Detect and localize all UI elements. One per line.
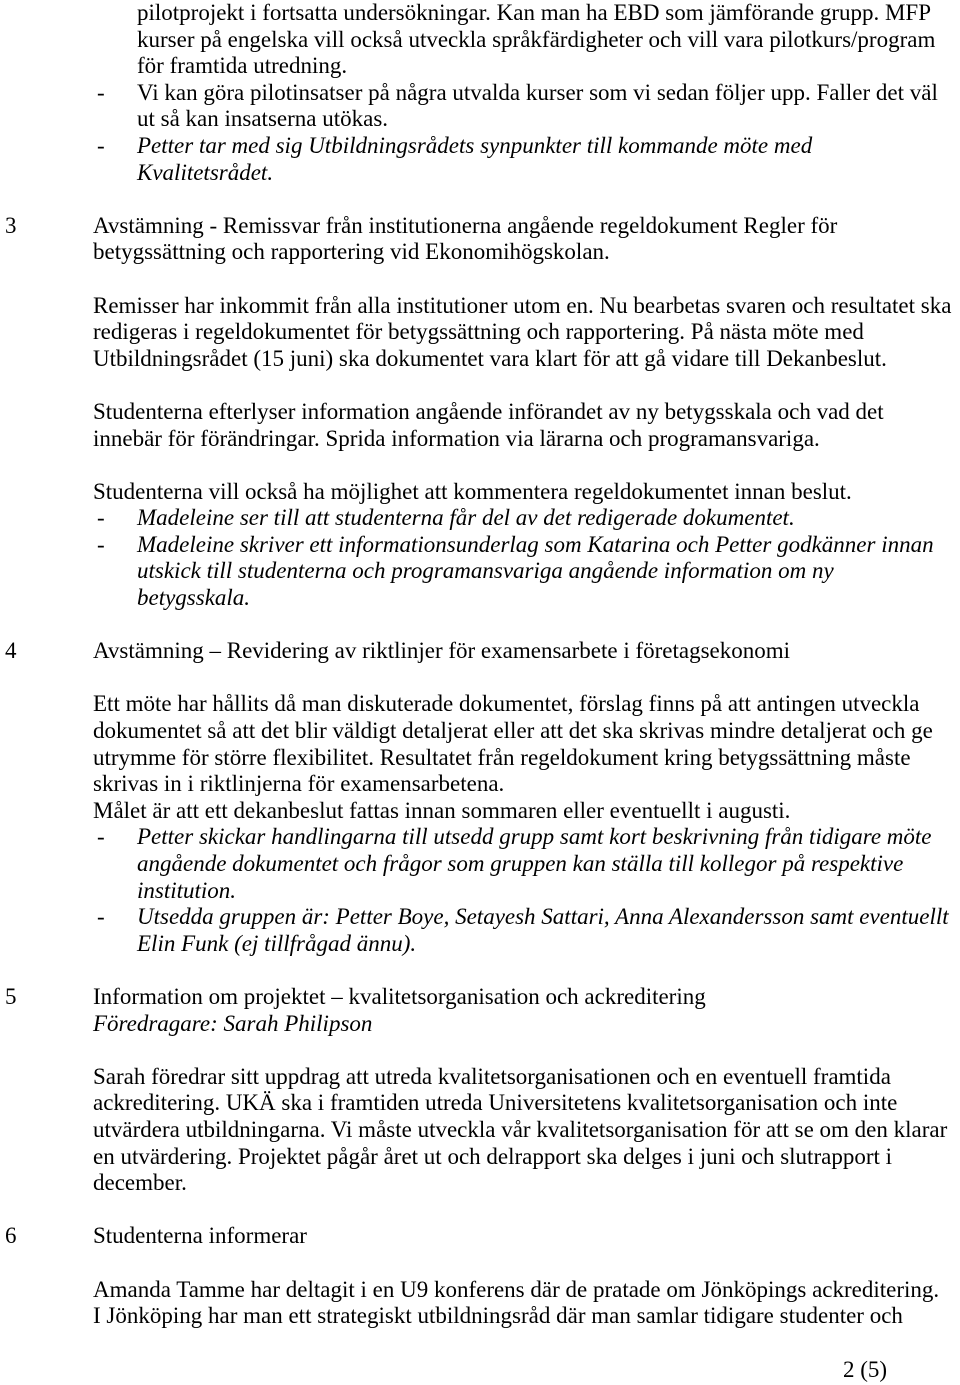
text-line: Utbildningsrådet (15 juni) ska dokumentet vara klart för att gå vidare till Dekanbeslut. <box>93 345 887 371</box>
list-item <box>0 532 960 612</box>
heading-line: Studenterna informerar <box>93 1223 307 1249</box>
section-heading <box>0 213 960 266</box>
list-dash: - <box>97 824 105 850</box>
section-number: 4 <box>5 638 17 664</box>
list-dash: - <box>97 505 105 531</box>
text-line: kurser på engelska vill också utveckla språkfärdigheter och vill vara pilotkurs/program <box>137 26 936 52</box>
list-item <box>0 824 960 904</box>
presenter-line: Föredragare: Sarah Philipson <box>93 1010 373 1036</box>
text-line: Kvalitetsrådet. <box>137 159 274 185</box>
text-line: Sarah föredrar sitt uppdrag att utreda kvalitetsorganisationen och en eventuell framtida <box>93 1063 891 1089</box>
page-number: 2 (5) <box>843 1357 888 1382</box>
text-line: utvärdera utbildningarna. Vi måste utveckla vår kvalitetsorganisation för att se om den klarar <box>93 1116 948 1142</box>
text-line: Utsedda gruppen är: Petter Boye, Setayesh Sattari, Anna Alexandersson samt eventuellt <box>137 904 949 930</box>
text-line: pilotprojekt i fortsatta undersökningar. Kan man ha EBD som jämförande grupp. MFP <box>137 0 932 25</box>
section-number: 5 <box>5 983 17 1009</box>
continued-paragraph <box>0 0 960 80</box>
text-line: en utvärdering. Projektet pågår året ut och delrapport ska delges i juni och slutrapport i <box>93 1143 893 1169</box>
paragraph <box>0 293 960 373</box>
list-item <box>0 133 960 186</box>
heading-line: Avstämning - Remissvar från institutionerna angående regeldokument Regler för <box>93 212 838 238</box>
list-dash: - <box>97 531 105 557</box>
heading-line: betygssättning och rapportering vid Ekonomihögskolan. <box>93 239 610 265</box>
list-item <box>0 904 960 957</box>
section-heading <box>0 984 960 1011</box>
text-line: Petter tar med sig Utbildningsrådets synpunkter till kommande möte med <box>137 132 813 158</box>
heading-line: Avstämning – Revidering av riktlinjer för examensarbete i företagsekonomi <box>93 638 791 664</box>
text-line: redigeras i regeldokumentet för betygssättning och rapportering. På nästa möte med <box>93 319 864 345</box>
text-line: skrivas in i riktlinjerna för examensarbetena. <box>93 771 505 797</box>
text-line: Studenterna vill också ha möjlighet att kommentera regeldokumentet innan beslut. <box>93 478 852 504</box>
text-line: innebär för förändringar. Sprida information via lärarna och programansvariga. <box>93 425 820 451</box>
agenda-item-6 <box>0 1223 960 1329</box>
text-line: utrymme för större flexibilitet. Resultatet från regeldokument kring betygssättning måste <box>93 744 911 770</box>
list-item <box>0 505 960 532</box>
text-line: ackreditering. UKÄ ska i framtiden utreda Universitetens kvalitetsorganisation och inte <box>93 1090 898 1116</box>
text-line: för framtida utredning. <box>137 53 348 79</box>
text-line: Ett möte har hållits då man diskuterade dokumentet, förslag finns på att antingen utveckla <box>93 691 920 717</box>
text-line: angående dokumentet och frågor som gruppen kan ställa till kollegor på respektive <box>137 851 904 876</box>
text-line: Vi kan göra pilotinsatser på några utvalda kurser som vi sedan följer upp. Faller det väl <box>137 79 938 105</box>
paragraph <box>0 399 960 452</box>
section-number: 3 <box>5 212 17 238</box>
heading-line: Information om projektet – kvalitetsorganisation och ackreditering <box>93 983 706 1009</box>
text-line: Petter skickar handlingarna till utsedd grupp samt kort beskrivning från tidigare möte <box>137 824 932 850</box>
text-line: I Jönköping har man ett strategiskt utbildningsråd där man samlar tidigare studenter och <box>93 1303 903 1329</box>
text-line: dokumentet så att det blir väldigt detaljerat eller att det ska skrivas mindre detaljerat och ge <box>93 718 933 744</box>
list-dash: - <box>97 904 105 930</box>
text-line: Studenterna efterlyser information angående införandet av ny betygsskala och vad det <box>93 398 884 424</box>
text-line: institution. <box>137 877 237 903</box>
section-heading <box>0 1223 960 1250</box>
text-line: utskick till studenterna och programansvariga angående information om ny <box>137 558 834 584</box>
agenda-item-5 <box>0 984 960 1197</box>
section-number: 6 <box>5 1223 17 1249</box>
text-line: Madeleine ser till att studenterna får del av det redigerade dokumentet. <box>137 505 795 531</box>
text-line: december. <box>93 1170 187 1196</box>
agenda-item-3 <box>0 213 960 612</box>
text-line: Amanda Tamme har deltagit i en U9 konferens där de pratade om Jönköpings ackreditering. <box>93 1276 940 1302</box>
text-line: betygsskala. <box>137 585 251 611</box>
list-dash: - <box>97 79 105 105</box>
paragraph <box>0 479 960 506</box>
paragraph <box>0 1064 960 1197</box>
paragraph <box>0 691 960 797</box>
text-line: Madeleine skriver ett informationsunderlag som Katarina och Petter godkänner innan <box>137 531 934 557</box>
paragraph <box>0 798 960 825</box>
text-line: Målet är att ett dekanbeslut fattas innan sommaren eller eventuellt i augusti. <box>93 797 791 823</box>
agenda-item-4 <box>0 638 960 957</box>
list-item <box>0 80 960 133</box>
list-dash: - <box>97 132 105 158</box>
text-line: ut så kan insatserna utökas. <box>137 106 389 132</box>
paragraph <box>0 1277 960 1330</box>
text-line: Elin Funk (ej tillfrågad ännu). <box>137 930 417 956</box>
text-line: Remisser har inkommit från alla institutioner utom en. Nu bearbetas svaren och resultatet ska <box>93 292 952 318</box>
section-heading <box>0 638 960 665</box>
